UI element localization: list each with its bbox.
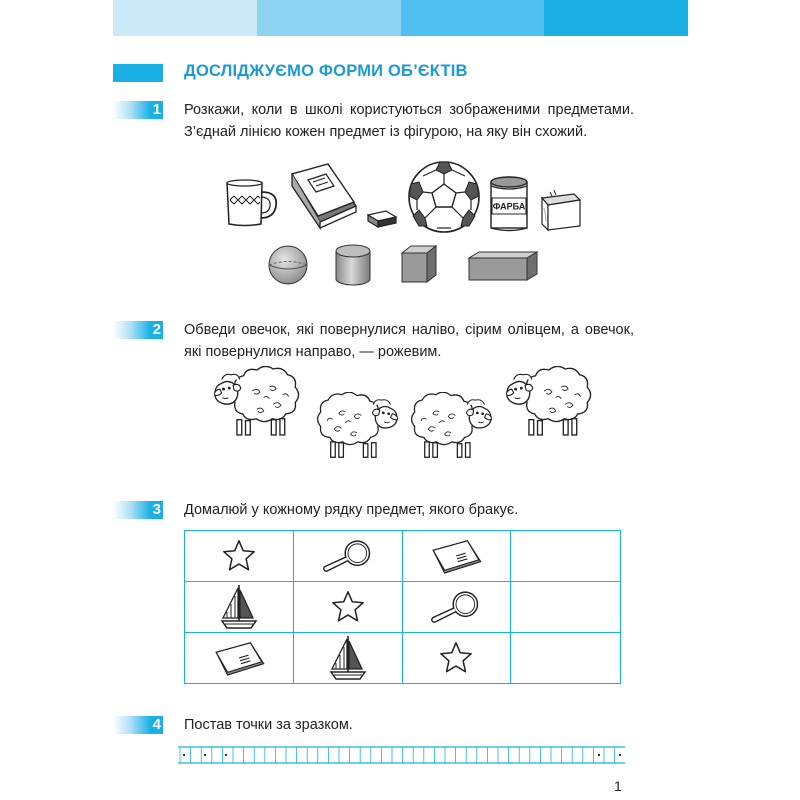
task-2-text: Обведи овечок, які повернулися наліво, сірим олівцем, а овечок, які повернулися направо, — рожевим. bbox=[184, 322, 634, 360]
paint-jar-icon bbox=[487, 174, 531, 232]
sheep-facing-left-icon bbox=[506, 366, 592, 438]
top-color-band bbox=[113, 0, 688, 36]
title-marker-bar bbox=[113, 64, 163, 82]
star-icon bbox=[437, 639, 475, 677]
task-number-bar bbox=[113, 101, 163, 119]
star-icon bbox=[220, 537, 258, 575]
sample-dot bbox=[619, 754, 621, 756]
book-icon bbox=[290, 162, 358, 230]
sample-dot bbox=[183, 754, 185, 756]
sphere-icon bbox=[267, 244, 309, 286]
magnifier-icon bbox=[428, 588, 484, 626]
sample-dot bbox=[598, 754, 600, 756]
empty-cell[interactable] bbox=[511, 633, 620, 684]
empty-cell[interactable] bbox=[511, 531, 620, 582]
sample-dot bbox=[204, 754, 206, 756]
task-number-bar bbox=[113, 716, 163, 734]
sheep-facing-left-icon bbox=[214, 366, 300, 438]
sailboat-icon bbox=[219, 582, 259, 632]
empty-cell[interactable] bbox=[511, 582, 620, 633]
band-segment bbox=[113, 0, 257, 36]
task-1-text: Розкажи, коли в школі користуються зображеними предметами. З’єднай лінією кожен предмет із фігурою, на яку він схожий. bbox=[184, 102, 634, 140]
page-title: ДОСЛІДЖУЄМО ФОРМИ ОБ’ЄКТІВ bbox=[184, 62, 468, 80]
band-segment bbox=[401, 0, 545, 36]
sample-dot bbox=[225, 754, 227, 756]
task-3-text: Домалюй у кожному рядку предмет, якого бракує. bbox=[184, 502, 519, 518]
ball-icon bbox=[407, 160, 481, 234]
band-segment bbox=[257, 0, 401, 36]
table-cell bbox=[294, 633, 403, 684]
task-number: 4 bbox=[152, 716, 161, 733]
sailboat-icon bbox=[328, 633, 368, 683]
sheep-facing-right-icon bbox=[316, 392, 398, 460]
cuboid-icon bbox=[467, 250, 539, 282]
magnifier-icon bbox=[320, 537, 376, 575]
table-cell bbox=[185, 633, 294, 684]
task-number-bar bbox=[113, 501, 163, 519]
star-icon bbox=[329, 588, 367, 626]
dot-writing-line[interactable] bbox=[178, 746, 625, 764]
table-cell bbox=[403, 531, 512, 582]
notebook-icon bbox=[427, 537, 485, 575]
sheep-facing-right-icon bbox=[410, 392, 492, 460]
task-4-text: Постав точки за зразком. bbox=[184, 717, 353, 733]
table-cell bbox=[294, 582, 403, 633]
cube-icon bbox=[399, 243, 439, 285]
table-cell bbox=[403, 582, 512, 633]
glass-box-icon bbox=[538, 188, 582, 232]
page-number: 1 bbox=[614, 778, 622, 794]
table-cell bbox=[403, 633, 512, 684]
jar-label: ФАРБА bbox=[492, 201, 526, 212]
mug-icon bbox=[222, 178, 280, 228]
task-number: 3 bbox=[152, 501, 161, 518]
notebook-icon bbox=[210, 639, 268, 677]
task-number: 1 bbox=[152, 101, 161, 118]
pattern-table bbox=[184, 530, 621, 684]
cylinder-icon bbox=[333, 243, 373, 287]
band-segment bbox=[544, 0, 688, 36]
task-number: 2 bbox=[152, 321, 161, 338]
table-cell bbox=[294, 531, 403, 582]
task-number-bar bbox=[113, 321, 163, 339]
table-cell bbox=[185, 582, 294, 633]
table-cell bbox=[185, 531, 294, 582]
eraser-icon bbox=[366, 208, 398, 228]
